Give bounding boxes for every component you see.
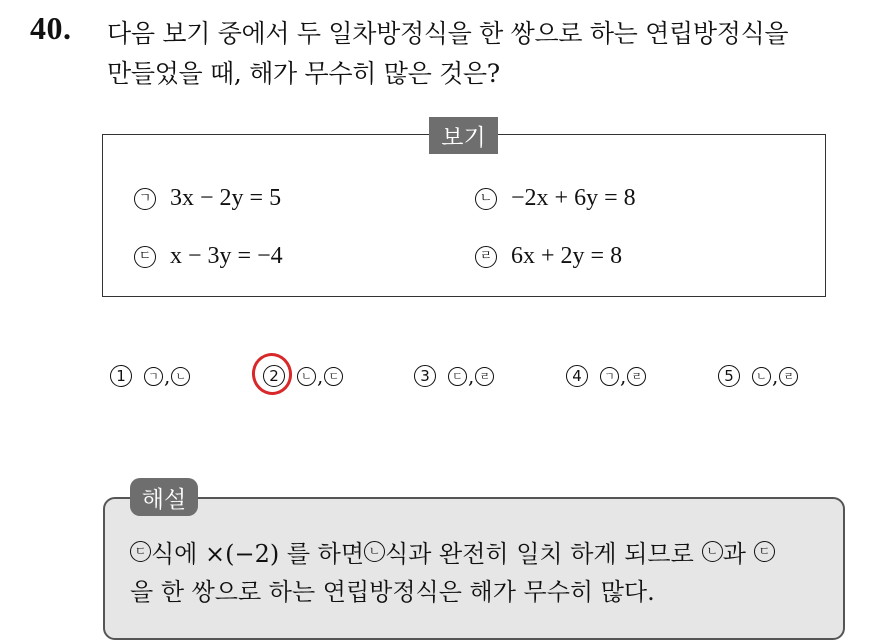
- bogi-item-2: [475, 185, 636, 212]
- choice-mark: ㄷ: [448, 367, 467, 386]
- bogi-item-3: [134, 243, 283, 270]
- question-text-line2: 만들었을 때, 해가 무수히 많은 것은?: [107, 59, 500, 88]
- circled-digeut-mark: ㄷ: [754, 541, 775, 562]
- bogi-tag: 보기: [429, 117, 498, 154]
- choice-4[interactable]: 4 ㄱ , ㄹ: [566, 364, 646, 388]
- circled-giyeok-mark: ㄱ: [134, 188, 156, 210]
- choice-1[interactable]: 1 ㄱ , ㄴ: [110, 364, 190, 388]
- choice-mark: ㄹ: [627, 367, 646, 386]
- choice-mark: ㄱ: [600, 367, 619, 386]
- choice-mark: ㄱ: [144, 367, 163, 386]
- question-text-line1: 다음 보기 중에서 두 일차방정식을 한 쌍으로 하는 연립방정식을: [107, 19, 789, 48]
- explanation-line1: [130, 534, 775, 569]
- choice-3[interactable]: 3 ㄷ , ㄹ: [414, 364, 494, 388]
- circled-digeut-mark: ㄷ: [134, 246, 156, 268]
- choice-2[interactable]: 2 ㄴ , ㄷ: [263, 364, 343, 388]
- explanation-tag: 해설: [130, 478, 198, 516]
- question-number: 40.: [30, 10, 72, 46]
- explanation-line2: 을 한 쌍으로 하는 연립방정식은 해가 무수히 많다.: [130, 578, 655, 606]
- choice-mark: ㄴ: [171, 367, 190, 386]
- equation-3: x − 3y = −4: [170, 243, 283, 269]
- circled-digeut-mark: ㄷ: [130, 541, 151, 562]
- choice-mark: ㄹ: [779, 367, 798, 386]
- choice-number: 5: [718, 365, 740, 387]
- circled-nieun-mark: ㄴ: [475, 188, 497, 210]
- bogi-item-4: [475, 243, 622, 270]
- circled-rieul-mark: ㄹ: [475, 246, 497, 268]
- circled-nieun-mark: ㄴ: [702, 541, 723, 562]
- choice-number: 4: [566, 365, 588, 387]
- bogi-box: [102, 134, 826, 297]
- choice-number: 3: [414, 365, 436, 387]
- explanation-text: 식에 ×(−2) 를 하면: [151, 540, 365, 568]
- choice-mark: ㄴ: [752, 367, 771, 386]
- bogi-item-1: [134, 185, 281, 212]
- equation-4: 6x + 2y = 8: [511, 243, 623, 269]
- circled-nieun-mark: ㄴ: [364, 541, 385, 562]
- choice-mark: ㄴ: [297, 367, 316, 386]
- choice-mark: ㄷ: [324, 367, 343, 386]
- choice-5[interactable]: 5 ㄴ , ㄹ: [718, 364, 798, 388]
- explanation-text: 과: [722, 540, 746, 568]
- explanation-text: 식과 완전히 일치 하게 되므로: [385, 540, 694, 568]
- choice-mark: ㄹ: [475, 367, 494, 386]
- equation-1: 3x − 2y = 5: [170, 185, 282, 211]
- choice-number: 1: [110, 365, 132, 387]
- choice-number: 2: [263, 365, 285, 387]
- answer-circle-mark: [248, 349, 296, 398]
- equation-2: −2x + 6y = 8: [511, 185, 636, 211]
